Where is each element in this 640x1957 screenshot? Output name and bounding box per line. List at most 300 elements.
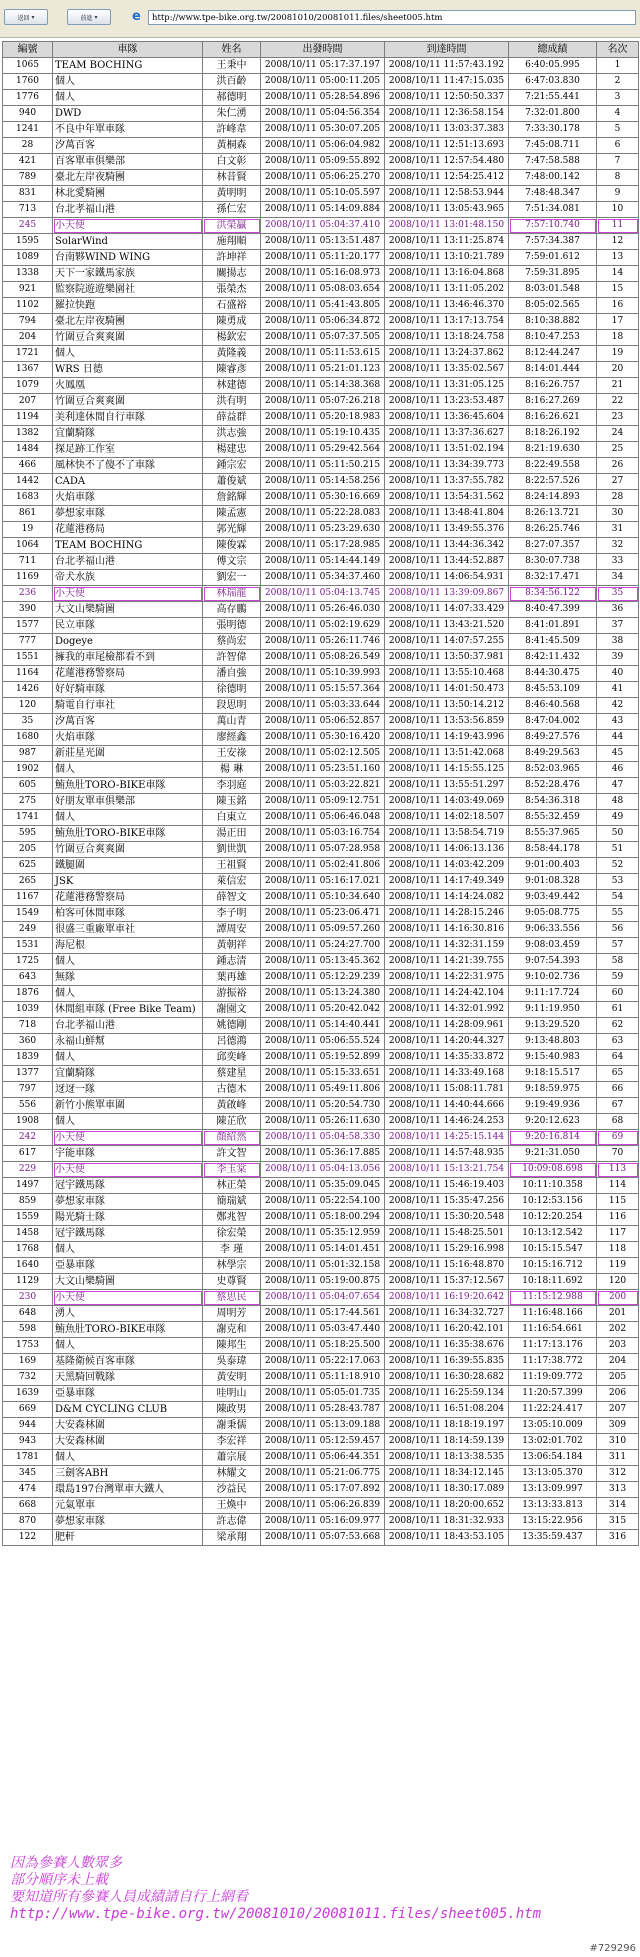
table-row xyxy=(3,74,639,90)
cell-number: 229 xyxy=(3,1162,53,1178)
cell-finish-time: 2008/10/11 14:32:31.159 xyxy=(385,938,509,954)
cell-number: 940 xyxy=(3,106,53,122)
table-row xyxy=(3,58,639,74)
table-row xyxy=(3,1114,639,1130)
cell-total: 10:13:12.542 xyxy=(509,1226,597,1242)
cell-finish-time: 2008/10/11 13:01:48.150 xyxy=(385,218,509,234)
cell-rank: 47 xyxy=(597,778,639,794)
cell-rank: 39 xyxy=(597,650,639,666)
cell-total: 8:45:53.109 xyxy=(509,682,597,698)
table-row xyxy=(3,170,639,186)
cell-number: 421 xyxy=(3,154,53,170)
cell-number: 1595 xyxy=(3,234,53,250)
cell-name: 陳玉銘 xyxy=(203,794,261,810)
cell-name: 陳邦生 xyxy=(203,1338,261,1354)
address-bar[interactable]: http://www.tpe-bike.org.tw/20081010/20081011.files/sheet005.htm xyxy=(148,10,636,25)
cell-number: 1876 xyxy=(3,986,53,1002)
cell-start-time: 2008/10/11 05:04:13.056 xyxy=(261,1162,385,1178)
cell-number: 1089 xyxy=(3,250,53,266)
forward-button[interactable] xyxy=(67,9,111,25)
cell-finish-time: 2008/10/11 14:03:49.069 xyxy=(385,794,509,810)
table-row xyxy=(3,666,639,682)
cell-finish-time: 2008/10/11 16:51:08.204 xyxy=(385,1402,509,1418)
cell-rank: 116 xyxy=(597,1210,639,1226)
cell-team: 擁我的車尾檢都看不到 xyxy=(53,650,203,666)
cell-start-time: 2008/10/11 05:22:17.063 xyxy=(261,1354,385,1370)
cell-rank: 52 xyxy=(597,858,639,874)
cell-team: 夢想家車隊 xyxy=(53,1514,203,1530)
cell-start-time: 2008/10/11 05:14:38.368 xyxy=(261,378,385,394)
cell-name: 萬山青 xyxy=(203,714,261,730)
cell-total: 10:12:20.254 xyxy=(509,1210,597,1226)
cell-start-time: 2008/10/11 05:26:11.630 xyxy=(261,1114,385,1130)
cell-finish-time: 2008/10/11 13:44:36.342 xyxy=(385,538,509,554)
cell-finish-time: 2008/10/11 12:57:54.480 xyxy=(385,154,509,170)
cell-start-time: 2008/10/11 05:10:39.993 xyxy=(261,666,385,682)
cell-total: 8:22:49.558 xyxy=(509,458,597,474)
table-row xyxy=(3,1290,639,1306)
cell-team: 帝犬水族 xyxy=(53,570,203,586)
browser-page-icon: e xyxy=(132,9,141,24)
table-row xyxy=(3,346,639,362)
table-row xyxy=(3,490,639,506)
cell-name: 徐德明 xyxy=(203,682,261,698)
cell-team: 湧人 xyxy=(53,1306,203,1322)
cell-start-time: 2008/10/11 05:02:41.806 xyxy=(261,858,385,874)
cell-finish-time: 2008/10/11 18:30:17.089 xyxy=(385,1482,509,1498)
cell-total: 9:13:48.803 xyxy=(509,1034,597,1050)
cell-total: 13:02:01.702 xyxy=(509,1434,597,1450)
table-row xyxy=(3,1066,639,1082)
cell-total: 8:55:32.459 xyxy=(509,810,597,826)
cell-finish-time: 2008/10/11 13:18:24.758 xyxy=(385,330,509,346)
cell-team: 竹圍豆合爽爽圍 xyxy=(53,842,203,858)
cell-number: 777 xyxy=(3,634,53,650)
cell-name: 史尊賢 xyxy=(203,1274,261,1290)
cell-team: 很盛三重廠單車社 xyxy=(53,922,203,938)
cell-name: 黃啟峰 xyxy=(203,1098,261,1114)
cell-team: 花蓮港務警察局 xyxy=(53,666,203,682)
cell-finish-time: 2008/10/11 14:07:57.255 xyxy=(385,634,509,650)
cell-number: 595 xyxy=(3,826,53,842)
cell-team: 個人 xyxy=(53,762,203,778)
table-row xyxy=(3,570,639,586)
chevron-down-icon: ▾ xyxy=(31,13,35,21)
cell-start-time: 2008/10/11 05:00:11.205 xyxy=(261,74,385,90)
cell-finish-time: 2008/10/11 18:31:32.933 xyxy=(385,1514,509,1530)
cell-finish-time: 2008/10/11 16:34:32.727 xyxy=(385,1306,509,1322)
cell-number: 19 xyxy=(3,522,53,538)
cell-start-time: 2008/10/11 05:15:57.364 xyxy=(261,682,385,698)
cell-finish-time: 2008/10/11 14:32:01.992 xyxy=(385,1002,509,1018)
table-row xyxy=(3,858,639,874)
cell-rank: 65 xyxy=(597,1066,639,1082)
table-row xyxy=(3,618,639,634)
cell-number: 617 xyxy=(3,1146,53,1162)
cell-finish-time: 2008/10/11 11:57:43.192 xyxy=(385,58,509,74)
table-row xyxy=(3,730,639,746)
col-header-finish-time: 到達時間 xyxy=(385,42,509,58)
cell-finish-time: 2008/10/11 13:36:45.604 xyxy=(385,410,509,426)
cell-name: 陳俊霖 xyxy=(203,538,261,554)
note-line: 部分順序未上載 xyxy=(10,1872,108,1888)
cell-start-time: 2008/10/11 05:18:00.294 xyxy=(261,1210,385,1226)
cell-start-time: 2008/10/11 05:11:53.615 xyxy=(261,346,385,362)
cell-number: 120 xyxy=(3,698,53,714)
cell-finish-time: 2008/10/11 14:03:42.209 xyxy=(385,858,509,874)
cell-name: 洪志強 xyxy=(203,426,261,442)
cell-rank: 115 xyxy=(597,1194,639,1210)
cell-finish-time: 2008/10/11 14:14:24.082 xyxy=(385,890,509,906)
cell-team: 迓迓一隊 xyxy=(53,1082,203,1098)
table-row xyxy=(3,442,639,458)
table-row xyxy=(3,970,639,986)
cell-finish-time: 2008/10/11 13:51:42.068 xyxy=(385,746,509,762)
table-row xyxy=(3,1498,639,1514)
table-row xyxy=(3,90,639,106)
cell-finish-time: 2008/10/11 15:30:20.548 xyxy=(385,1210,509,1226)
cell-rank: 7 xyxy=(597,154,639,170)
cell-team: 天黑騎回戰隊 xyxy=(53,1370,203,1386)
cell-number: 122 xyxy=(3,1530,53,1546)
cell-number: 1079 xyxy=(3,378,53,394)
cell-number: 861 xyxy=(3,506,53,522)
cell-team: 亞暴車隊 xyxy=(53,1386,203,1402)
cell-name: 王煥中 xyxy=(203,1498,261,1514)
cell-number: 390 xyxy=(3,602,53,618)
cell-rank: 21 xyxy=(597,378,639,394)
cell-start-time: 2008/10/11 05:28:54.896 xyxy=(261,90,385,106)
cell-total: 8:58:44.178 xyxy=(509,842,597,858)
table-row xyxy=(3,1226,639,1242)
results-table xyxy=(2,41,639,1546)
cell-team: 個人 xyxy=(53,1050,203,1066)
cell-start-time: 2008/10/11 05:07:37.505 xyxy=(261,330,385,346)
table-row xyxy=(3,1306,639,1322)
handwritten-note xyxy=(10,1855,610,1923)
cell-rank: 120 xyxy=(597,1274,639,1290)
table-row xyxy=(3,1338,639,1354)
cell-name: 葉再雄 xyxy=(203,970,261,986)
cell-rank: 70 xyxy=(597,1146,639,1162)
cell-start-time: 2008/10/11 05:06:52.857 xyxy=(261,714,385,730)
table-row xyxy=(3,426,639,442)
cell-rank: 63 xyxy=(597,1034,639,1050)
table-row xyxy=(3,1098,639,1114)
cell-finish-time: 2008/10/11 14:24:42.104 xyxy=(385,986,509,1002)
cell-total: 8:52:28.476 xyxy=(509,778,597,794)
cell-rank: 5 xyxy=(597,122,639,138)
table-row xyxy=(3,1466,639,1482)
cell-team: 大文山樂騎圖 xyxy=(53,1274,203,1290)
cell-team: 陽光騎士隊 xyxy=(53,1210,203,1226)
table-row xyxy=(3,250,639,266)
cell-name: 白文彰 xyxy=(203,154,261,170)
cell-number: 1908 xyxy=(3,1114,53,1130)
table-row xyxy=(3,634,639,650)
cell-name: 白東立 xyxy=(203,810,261,826)
cell-team: 環島197台灣單車大鐵人 xyxy=(53,1482,203,1498)
cell-team: 個人 xyxy=(53,810,203,826)
cell-name: 黃隆義 xyxy=(203,346,261,362)
cell-rank: 62 xyxy=(597,1018,639,1034)
cell-number: 1781 xyxy=(3,1450,53,1466)
table-row xyxy=(3,458,639,474)
cell-name: 陳勇成 xyxy=(203,314,261,330)
cell-number: 1776 xyxy=(3,90,53,106)
cell-number: 1725 xyxy=(3,954,53,970)
cell-finish-time: 2008/10/11 13:24:37.862 xyxy=(385,346,509,362)
cell-total: 8:22:57.526 xyxy=(509,474,597,490)
table-row xyxy=(3,362,639,378)
back-button-label: 返回 xyxy=(17,14,30,22)
cell-rank: 44 xyxy=(597,730,639,746)
cell-number: 1559 xyxy=(3,1210,53,1226)
cell-number: 360 xyxy=(3,1034,53,1050)
cell-team: 個人 xyxy=(53,986,203,1002)
cell-name: 簡瑞斌 xyxy=(203,1194,261,1210)
cell-start-time: 2008/10/11 05:17:44.561 xyxy=(261,1306,385,1322)
cell-rank: 54 xyxy=(597,890,639,906)
cell-team: 個人 xyxy=(53,1242,203,1258)
cell-rank: 49 xyxy=(597,810,639,826)
col-header-rank: 名次 xyxy=(597,42,639,58)
cell-start-time: 2008/10/11 05:06:34.872 xyxy=(261,314,385,330)
cell-finish-time: 2008/10/11 13:10:21.789 xyxy=(385,250,509,266)
cell-finish-time: 2008/10/11 12:50:50.337 xyxy=(385,90,509,106)
cell-team: 新竹小熊單車圍 xyxy=(53,1098,203,1114)
cell-finish-time: 2008/10/11 14:57:48.935 xyxy=(385,1146,509,1162)
cell-start-time: 2008/10/11 05:02:19.629 xyxy=(261,618,385,634)
cell-number: 1683 xyxy=(3,490,53,506)
cell-total: 8:05:02.565 xyxy=(509,298,597,314)
cell-start-time: 2008/10/11 05:19:00.875 xyxy=(261,1274,385,1290)
table-row xyxy=(3,218,639,234)
cell-finish-time: 2008/10/11 14:28:15.246 xyxy=(385,906,509,922)
cell-number: 28 xyxy=(3,138,53,154)
cell-number: 713 xyxy=(3,202,53,218)
cell-number: 1367 xyxy=(3,362,53,378)
cell-total: 8:10:47.253 xyxy=(509,330,597,346)
cell-finish-time: 2008/10/11 13:39:09.867 xyxy=(385,586,509,602)
cell-finish-time: 2008/10/11 18:13:38.535 xyxy=(385,1450,509,1466)
cell-team: 夢想家車隊 xyxy=(53,506,203,522)
cell-start-time: 2008/10/11 05:26:11.746 xyxy=(261,634,385,650)
cell-start-time: 2008/10/11 05:06:55.524 xyxy=(261,1034,385,1050)
cell-number: 1549 xyxy=(3,906,53,922)
cell-rank: 3 xyxy=(597,90,639,106)
cell-rank: 114 xyxy=(597,1178,639,1194)
cell-total: 8:46:40.568 xyxy=(509,698,597,714)
cell-total: 8:41:45.509 xyxy=(509,634,597,650)
cell-number: 205 xyxy=(3,842,53,858)
cell-team: 好好騎車隊 xyxy=(53,682,203,698)
cell-rank: 312 xyxy=(597,1466,639,1482)
cell-start-time: 2008/10/11 05:26:46.030 xyxy=(261,602,385,618)
cell-total: 9:11:17.724 xyxy=(509,986,597,1002)
cell-team: 小天使 xyxy=(53,1130,203,1146)
cell-finish-time: 2008/10/11 13:51:02.194 xyxy=(385,442,509,458)
table-row xyxy=(3,522,639,538)
cell-name: 洪有明 xyxy=(203,394,261,410)
table-row xyxy=(3,538,639,554)
cell-finish-time: 2008/10/11 14:22:31.975 xyxy=(385,970,509,986)
cell-start-time: 2008/10/11 05:41:43.805 xyxy=(261,298,385,314)
cell-team: 柏客可休閒車隊 xyxy=(53,906,203,922)
cell-team: 三劍客ABH xyxy=(53,1466,203,1482)
cell-name: 劉宏一 xyxy=(203,570,261,586)
cell-name: 施翔順 xyxy=(203,234,261,250)
cell-team: 台北孝福山港 xyxy=(53,1018,203,1034)
cell-team: WRS 日德 xyxy=(53,362,203,378)
cell-finish-time: 2008/10/11 14:17:49.349 xyxy=(385,874,509,890)
back-button[interactable] xyxy=(4,9,48,25)
cell-finish-time: 2008/10/11 15:46:19.403 xyxy=(385,1178,509,1194)
cell-rank: 25 xyxy=(597,442,639,458)
cell-rank: 48 xyxy=(597,794,639,810)
cell-name: 譚周安 xyxy=(203,922,261,938)
cell-rank: 20 xyxy=(597,362,639,378)
cell-total: 7:57:10.740 xyxy=(509,218,597,234)
cell-rank: 203 xyxy=(597,1338,639,1354)
cell-total: 7:59:31.895 xyxy=(509,266,597,282)
cell-rank: 45 xyxy=(597,746,639,762)
cell-number: 1753 xyxy=(3,1338,53,1354)
cell-team: 羅拉快跑 xyxy=(53,298,203,314)
cell-total: 8:26:13.721 xyxy=(509,506,597,522)
cell-finish-time: 2008/10/11 18:43:53.105 xyxy=(385,1530,509,1546)
table-row xyxy=(3,1274,639,1290)
cell-rank: 11 xyxy=(597,218,639,234)
cell-team: 大安森林圍 xyxy=(53,1434,203,1450)
cell-start-time: 2008/10/11 05:16:08.973 xyxy=(261,266,385,282)
cell-start-time: 2008/10/11 05:23:06.471 xyxy=(261,906,385,922)
cell-start-time: 2008/10/11 05:16:17.021 xyxy=(261,874,385,890)
cell-team: TEAM BOCHING xyxy=(53,538,203,554)
cell-rank: 24 xyxy=(597,426,639,442)
cell-start-time: 2008/10/11 05:10:34.640 xyxy=(261,890,385,906)
cell-team: 永福山鮮幫 xyxy=(53,1034,203,1050)
cell-name: 李子明 xyxy=(203,906,261,922)
cell-team: 汐萬百客 xyxy=(53,714,203,730)
cell-number: 859 xyxy=(3,1194,53,1210)
cell-total: 8:32:17.471 xyxy=(509,570,597,586)
cell-number: 265 xyxy=(3,874,53,890)
table-row xyxy=(3,906,639,922)
cell-number: 870 xyxy=(3,1514,53,1530)
cell-name: 高存鵬 xyxy=(203,602,261,618)
cell-rank: 26 xyxy=(597,458,639,474)
cell-team: 個人 xyxy=(53,1450,203,1466)
cell-rank: 205 xyxy=(597,1370,639,1386)
cell-total: 8:30:07.738 xyxy=(509,554,597,570)
cell-finish-time: 2008/10/11 18:34:12.145 xyxy=(385,1466,509,1482)
cell-start-time: 2008/10/11 05:09:55.892 xyxy=(261,154,385,170)
cell-number: 1721 xyxy=(3,346,53,362)
cell-rank: 31 xyxy=(597,522,639,538)
cell-start-time: 2008/10/11 05:15:33.651 xyxy=(261,1066,385,1082)
cell-finish-time: 2008/10/11 13:23:53.487 xyxy=(385,394,509,410)
cell-start-time: 2008/10/11 05:30:16.420 xyxy=(261,730,385,746)
cell-rank: 310 xyxy=(597,1434,639,1450)
cell-total: 8:49:27.576 xyxy=(509,730,597,746)
cell-start-time: 2008/10/11 05:24:27.700 xyxy=(261,938,385,954)
cell-rank: 66 xyxy=(597,1082,639,1098)
cell-total: 8:14:01.444 xyxy=(509,362,597,378)
cell-rank: 30 xyxy=(597,506,639,522)
cell-rank: 4 xyxy=(597,106,639,122)
cell-rank: 41 xyxy=(597,682,639,698)
cell-number: 1458 xyxy=(3,1226,53,1242)
table-row xyxy=(3,1386,639,1402)
note-line: 要知道所有參賽人員成績請自行上網看 xyxy=(10,1889,248,1905)
cell-number: 625 xyxy=(3,858,53,874)
table-row xyxy=(3,842,639,858)
table-row xyxy=(3,762,639,778)
cell-number: 921 xyxy=(3,282,53,298)
cell-team: CADA xyxy=(53,474,203,490)
cell-team: 不良中年單車隊 xyxy=(53,122,203,138)
cell-team: 個人 xyxy=(53,1338,203,1354)
cell-name: 許坤祥 xyxy=(203,250,261,266)
cell-number: 1680 xyxy=(3,730,53,746)
cell-name: 林學宗 xyxy=(203,1258,261,1274)
cell-total: 13:05:10.009 xyxy=(509,1418,597,1434)
table-row xyxy=(3,1130,639,1146)
cell-start-time: 2008/10/11 05:01:32.158 xyxy=(261,1258,385,1274)
cell-total: 8:44:30.475 xyxy=(509,666,597,682)
cell-start-time: 2008/10/11 05:05:01.735 xyxy=(261,1386,385,1402)
cell-start-time: 2008/10/11 05:03:22.821 xyxy=(261,778,385,794)
cell-team: Dogeye xyxy=(53,634,203,650)
col-header-name: 姓名 xyxy=(203,42,261,58)
table-row xyxy=(3,698,639,714)
cell-start-time: 2008/10/11 05:23:51.160 xyxy=(261,762,385,778)
cell-rank: 58 xyxy=(597,954,639,970)
cell-name: 謝克和 xyxy=(203,1322,261,1338)
note-line: 因為參賽人數眾多 xyxy=(10,1855,122,1871)
chevron-down-icon: ▾ xyxy=(94,13,98,21)
cell-name: 湯正田 xyxy=(203,826,261,842)
cell-start-time: 2008/10/11 05:08:03.654 xyxy=(261,282,385,298)
cell-total: 13:06:54.184 xyxy=(509,1450,597,1466)
cell-name: 王安祿 xyxy=(203,746,261,762)
cell-rank: 119 xyxy=(597,1258,639,1274)
cell-finish-time: 2008/10/11 13:31:05.125 xyxy=(385,378,509,394)
cell-finish-time: 2008/10/11 13:43:21.520 xyxy=(385,618,509,634)
cell-start-time: 2008/10/11 05:06:26.839 xyxy=(261,1498,385,1514)
cell-start-time: 2008/10/11 05:30:16.669 xyxy=(261,490,385,506)
cell-number: 1839 xyxy=(3,1050,53,1066)
cell-total: 9:20:16.814 xyxy=(509,1130,597,1146)
cell-total: 7:59:01.612 xyxy=(509,250,597,266)
cell-team: 夢想家車隊 xyxy=(53,1194,203,1210)
cell-rank: 59 xyxy=(597,970,639,986)
cell-number: 605 xyxy=(3,778,53,794)
cell-finish-time: 2008/10/11 16:25:59.134 xyxy=(385,1386,509,1402)
cell-team: 基隆衛候百客車隊 xyxy=(53,1354,203,1370)
cell-total: 9:20:12.623 xyxy=(509,1114,597,1130)
table-row xyxy=(3,202,639,218)
table-row xyxy=(3,714,639,730)
cell-name: 陳睿彥 xyxy=(203,362,261,378)
cell-start-time: 2008/10/11 05:03:33.644 xyxy=(261,698,385,714)
cell-finish-time: 2008/10/11 16:30:28.682 xyxy=(385,1370,509,1386)
cell-name: 關揚志 xyxy=(203,266,261,282)
cell-start-time: 2008/10/11 05:19:52.899 xyxy=(261,1050,385,1066)
cell-rank: 50 xyxy=(597,826,639,842)
cell-name: 許文智 xyxy=(203,1146,261,1162)
